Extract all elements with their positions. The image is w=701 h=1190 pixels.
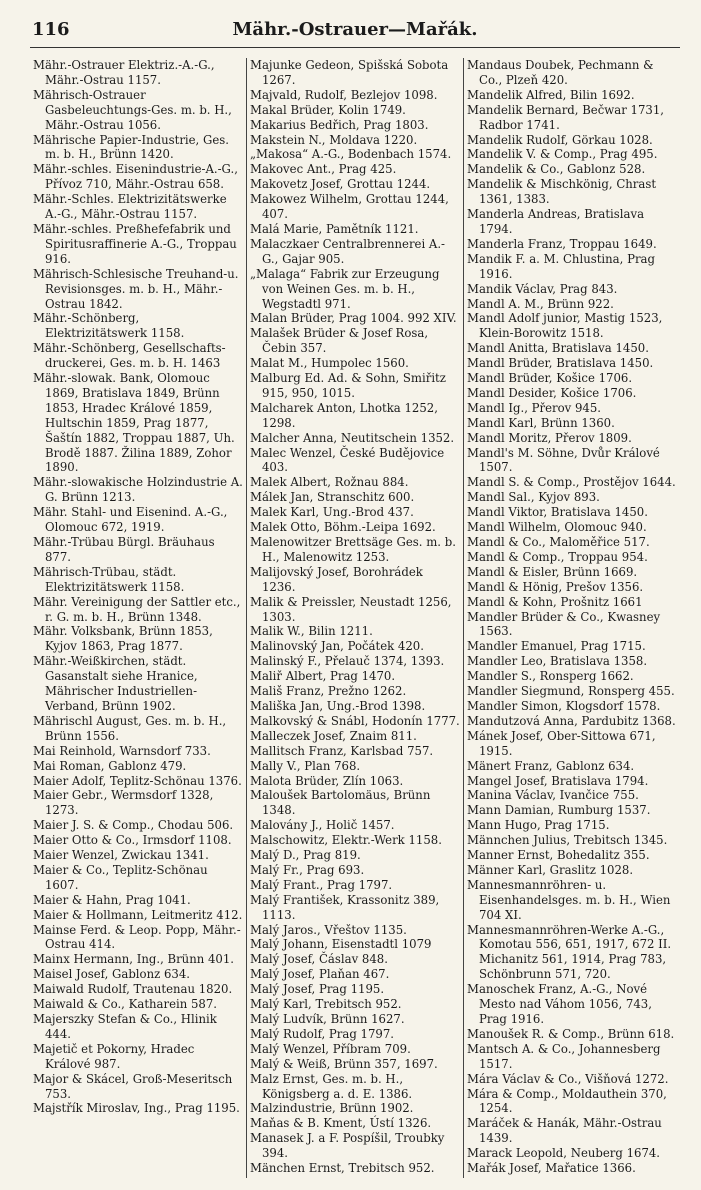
- column-left: [30, 58, 246, 1178]
- directory-entry: Malcher Anna, Neutitschein 1352.: [250, 430, 455, 445]
- column-right: [463, 58, 680, 1178]
- directory-entry: Mähr.-Weißkirchen, städt. Gasanstalt siehe Hranice, Mährischer Industriellen-Verband, Brünn 1902.: [33, 654, 198, 713]
- directory-entry: Makstein N., Moldava 1220.: [250, 132, 418, 147]
- directory-entry: Mandl Wilhelm, Olomouc 940.: [467, 520, 647, 535]
- directory-entry: Maier Adolf, Teplitz-Schönau 1376.: [33, 773, 242, 788]
- directory-entry: Manner Ernst, Bohedalitz 355.: [467, 848, 650, 863]
- directory-entry: Mandl & Eisler, Brünn 1669.: [467, 564, 638, 579]
- directory-entry: Malleczek Josef, Znaim 811.: [250, 728, 417, 743]
- directory-entry: Mandl & Co., Maloměřice 517.: [467, 535, 650, 549]
- directory-entry: Mandl & Kohn, Prošnitz 1661: [467, 594, 643, 609]
- directory-entry: Manoschek Franz, A.-G., Nové Mesto nad Váhom 1056, 743, Prag 1916.: [467, 982, 652, 1026]
- page-heading: Mähr.-Ostrauer—Mařák.: [232, 19, 478, 40]
- directory-entry: Mandl Brüder, Bratislava 1450.: [467, 356, 654, 371]
- directory-entry: Mandelik V. & Comp., Prag 495.: [467, 147, 658, 162]
- directory-entry: Maisel Josef, Gablonz 634.: [33, 967, 190, 982]
- directory-entry: Málek Jan, Stranschitz 600.: [250, 490, 415, 505]
- directory-entry: Malý Josef, Plaňan 467.: [250, 967, 390, 982]
- directory-entry: Maiwald Rudolf, Trautenau 1820.: [33, 982, 233, 997]
- directory-entry: Männchen Julius, Trebitsch 1345.: [467, 833, 668, 848]
- directory-entry: Mandelik & Co., Gablonz 528.: [467, 162, 646, 177]
- directory-entry: Malburg Ed. Ad. & Sohn, Smiřitz 915, 950, 1015.: [250, 371, 446, 400]
- directory-entry: Mähr.-schles. Preßhefefabrik und Spiritusraffinerie A.-G., Troppau 916.: [33, 221, 237, 266]
- directory-entry: Mandl & Hönig, Prešov 1356.: [467, 579, 644, 594]
- directory-entry: Mandl Sal., Kyjov 893.: [467, 490, 600, 505]
- directory-entry: Mandler S., Ronsperg 1662.: [467, 669, 634, 684]
- directory-entry: Maier & Hollmann, Leitmeritz 412.: [33, 907, 243, 922]
- directory-entry: Manderla Andreas, Bratislava 1794.: [467, 207, 645, 236]
- directory-entry: Mandler Siegmund, Ronsperg 455.: [467, 684, 675, 699]
- directory-entry: Mandl Karl, Brünn 1360.: [467, 415, 615, 430]
- directory-entry: Mandelik & Mischkönig, Chrast 1361, 1383.: [467, 177, 657, 207]
- directory-entry: Mališ Franz, Prežno 1262.: [250, 684, 407, 699]
- directory-entry: Malý Josef, Prag 1195.: [250, 982, 385, 997]
- directory-entry: Mandl Brüder, Košice 1706.: [467, 371, 633, 386]
- directory-entry: Mai Reinhold, Warnsdorf 733.: [33, 743, 211, 758]
- directory-entry: Mališka Jan, Ung.-Brod 1398.: [250, 698, 426, 713]
- directory-entry: Malý Fr., Prag 693.: [250, 862, 365, 877]
- directory-entry: Mally V., Plan 768.: [250, 758, 361, 773]
- directory-entry: Mann Damian, Rumburg 1537.: [467, 803, 651, 818]
- directory-entry: Malinovský Jan, Počátek 420.: [250, 639, 424, 654]
- directory-entry: Malijovský Josef, Borohrádek 1236.: [250, 564, 423, 594]
- directory-entry: Malý František, Krassonitz 389, 1113.: [250, 892, 440, 922]
- directory-entry: Malzindustrie, Brünn 1902.: [250, 1101, 414, 1116]
- directory-entry: Majvald, Rudolf, Bezlejov 1098.: [250, 87, 438, 102]
- directory-entry: Malý Ludvík, Brünn 1627.: [250, 1012, 405, 1026]
- directory-entry: Mandl & Comp., Troppau 954.: [467, 549, 648, 564]
- page-number: 116: [32, 19, 70, 40]
- directory-entry: Mandelik Rudolf, Görkau 1028.: [467, 132, 653, 147]
- directory-entry: Mandler Emanuel, Prag 1715.: [467, 639, 646, 654]
- column-middle: [246, 58, 463, 1178]
- directory-entry: Malý Jaros., Vřeštov 1135.: [250, 922, 407, 937]
- directory-entry: Mandelik Bernard, Bečwar 1731, Radbor 1741.: [467, 102, 665, 132]
- directory-entry: Mährisch-Ostrauer Gasbeleuchtungs-Ges. m. b. H., Mähr.-Ostrau 1056.: [33, 87, 232, 132]
- directory-entry: Mähr.-Ostrauer Elektriz.-A.-G., Mähr.-Ostrau 1157.: [33, 58, 215, 87]
- directory-entry: Maier Gebr., Wermsdorf 1328, 1273.: [33, 788, 214, 818]
- directory-entry: Mänert Franz, Gablonz 634.: [467, 758, 635, 773]
- directory-entry: Malota Brüder, Zlín 1063.: [250, 773, 404, 788]
- directory-entry: Maňas & B. Kment, Ústí 1326.: [250, 1116, 432, 1131]
- directory-entry: Mandutzová Anna, Pardubitz 1368.: [467, 713, 676, 728]
- directory-entry: Malat M., Humpolec 1560.: [250, 356, 409, 371]
- directory-entry: Mandl Adolf junior, Mastig 1523, Klein-Borowitz 1518.: [467, 311, 663, 341]
- directory-entry: Majerszky Stefan & Co., Hlinik 444.: [33, 1012, 217, 1041]
- directory-entry: Malinský F., Přelauč 1374, 1393.: [250, 654, 445, 669]
- directory-entry: Malašek Brüder & Josef Rosa, Čebin 357.: [250, 326, 429, 356]
- directory-entry: „Makosa“ A.-G., Bodenbach 1574.: [250, 147, 452, 162]
- directory-entry: Mandl A. M., Brünn 922.: [467, 296, 614, 311]
- directory-entry: Malaczkaer Centralbrennerei A.-G., Gajar 905.: [250, 236, 446, 266]
- directory-columns: [30, 58, 680, 1178]
- directory-entry: Mährisch-Schlesische Treuhand-u. Revisionsges. m. b. H., Mähr.-Ostrau 1842.: [33, 266, 239, 311]
- directory-entry: Mára & Comp., Moldauthein 370, 1254.: [467, 1086, 667, 1116]
- directory-entry: Maier Otto & Co., Irmsdorf 1108.: [33, 833, 232, 848]
- directory-entry: Makowez Wilhelm, Grottau 1244, 407.: [250, 192, 449, 222]
- directory-entry: Malik & Preissler, Neustadt 1256, 1303.: [250, 594, 452, 624]
- directory-entry: Mähr.-Schles. Elektrizitätswerke A.-G., Mähr.-Ostrau 1157.: [33, 192, 227, 222]
- directory-entry: Mandler Leo, Bratislava 1358.: [467, 654, 648, 669]
- directory-entry: Makarius Bedřich, Prag 1803.: [250, 117, 429, 132]
- directory-entry: Malý D., Prag 819.: [250, 848, 361, 863]
- directory-entry: Malý Wenzel, Příbram 709.: [250, 1041, 411, 1056]
- directory-entry: Malá Marie, Pamětník 1121.: [250, 221, 419, 236]
- directory-entry: Mandik F. a. M. Chlustina, Prag 1916.: [467, 251, 655, 281]
- directory-entry: Mantsch A. & Co., Johannesberg 1517.: [467, 1041, 661, 1071]
- directory-entry: Mánek Josef, Ober-Sittowa 671, 1915.: [467, 728, 656, 758]
- directory-entry: Majstřík Miroslav, Ing., Prag 1195.: [33, 1101, 240, 1116]
- directory-entry: Maier Wenzel, Zwickau 1341.: [33, 848, 209, 863]
- directory-entry: Mähr. Stahl- und Eisenind. A.-G., Olomouc 672, 1919.: [33, 505, 228, 535]
- directory-entry: Mandl Moritz, Přerov 1809.: [467, 430, 632, 445]
- directory-entry: Mařák Josef, Mařatice 1366.: [467, 1161, 636, 1176]
- directory-entry: Mähr.-schles. Eisenindustrie-A.-G., Přívoz 710, Mähr.-Ostrau 658.: [33, 162, 238, 192]
- directory-entry: Malik W., Bilin 1211.: [250, 624, 373, 639]
- directory-entry: Maier & Co., Teplitz-Schönau 1607.: [33, 862, 208, 892]
- directory-entry: Mandl's M. Söhne, Dvůr Králové 1507.: [467, 445, 660, 475]
- directory-entry: Mährische Papier-Industrie, Ges. m. b. H., Brünn 1420.: [33, 132, 229, 162]
- directory-entry: Mann Hugo, Prag 1715.: [467, 818, 610, 833]
- directory-entry: Mandl Ig., Přerov 945.: [467, 400, 601, 415]
- directory-entry: Männer Karl, Graslitz 1028.: [467, 862, 634, 877]
- directory-entry: Mähr. Vereinigung der Sattler etc., r. G. m. b. H., Brünn 1348.: [33, 594, 241, 624]
- directory-entry: Maiwald & Co., Katharein 587.: [33, 997, 218, 1012]
- directory-entry: Mandl Anitta, Bratislava 1450.: [467, 341, 649, 356]
- directory-entry: Mandelik Alfred, Bilin 1692.: [467, 87, 635, 102]
- directory-entry: Mähr.-Trübau Bürgl. Bräuhaus 877.: [33, 535, 215, 564]
- directory-entry: Mandik Václav, Prag 843.: [467, 281, 618, 296]
- directory-entry: Maráček & Hanák, Mähr.-Ostrau 1439.: [467, 1116, 662, 1146]
- directory-entry: Mai Roman, Gablonz 479.: [33, 758, 187, 773]
- directory-entry: Mandler Simon, Klogsdorf 1578.: [467, 698, 661, 713]
- directory-entry: Malz Ernst, Ges. m. b. H., Königsberg a. d. E. 1386.: [250, 1071, 413, 1101]
- directory-entry: Marack Leopold, Neuberg 1674.: [467, 1146, 661, 1161]
- directory-entry: Mähr.-Schönberg, Elektrizitätswerk 1158.: [33, 311, 185, 341]
- directory-entry: Malý Frant., Prag 1797.: [250, 877, 393, 892]
- directory-entry: Malý & Weiß, Brünn 357, 1697.: [250, 1056, 438, 1071]
- directory-entry: Malek Karl, Ung.-Brod 437.: [250, 505, 414, 520]
- directory-entry: Mähr. Volksbank, Brünn 1853, Kyjov 1863, Prag 1877.: [33, 624, 213, 654]
- directory-entry: Mandaus Doubek, Pechmann & Co., Plzeň 420.: [467, 58, 654, 87]
- directory-entry: Mandl Viktor, Bratislava 1450.: [467, 505, 648, 520]
- directory-entry: Mähr.-slowak. Bank, Olomouc 1869, Bratislava 1849, Brünn 1853, Hradec Králové 1859, Hultschin 1859, Prag 1877, Šaštín 1882, Troppau 1887, Uh. Brodě 1887. Žilina 1889, Zohor 1890.: [33, 371, 235, 475]
- directory-entry: Mandl Desider, Košice 1706.: [467, 385, 637, 400]
- directory-entry: Mährischl August, Ges. m. b. H., Brünn 1556.: [33, 713, 227, 743]
- directory-entry: Malý Josef, Čáslav 848.: [250, 952, 388, 967]
- directory-entry: Malkovský & Snábl, Hodonín 1777.: [250, 713, 460, 728]
- directory-entry: Mähr.-Schönberg, Gesellschafts-druckerei, Ges. m. b. H. 1463: [33, 341, 226, 371]
- directory-entry: Mainse Ferd. & Leop. Popp, Mähr.-Ostrau 414.: [33, 922, 241, 952]
- directory-entry: Malec Wenzel, České Budějovice 403.: [250, 445, 445, 475]
- directory-entry: Mährisch-Trübau, städt. Elektrizitätswerk 1158.: [33, 564, 185, 594]
- directory-entry: Makal Brüder, Kolin 1749.: [250, 102, 406, 117]
- directory-entry: Malý Karl, Trebitsch 952.: [250, 997, 402, 1012]
- directory-entry: Mänchen Ernst, Trebitsch 952.: [250, 1161, 435, 1176]
- directory-entry: Malovány J., Holič 1457.: [250, 818, 395, 833]
- directory-entry: Maloušek Bartolomäus, Brünn 1348.: [250, 788, 431, 818]
- directory-entry: Makovec Ant., Prag 425.: [250, 162, 397, 177]
- directory-entry: Mainx Hermann, Ing., Brünn 401.: [33, 952, 235, 967]
- directory-entry: Manasek J. a F. Pospíšil, Troubky 394.: [250, 1131, 445, 1161]
- directory-entry: Malý Rudolf, Prag 1797.: [250, 1026, 394, 1041]
- directory-entry: Maliř Albert, Prag 1470.: [250, 669, 396, 684]
- directory-entry: Malcharek Anton, Lhotka 1252, 1298.: [250, 400, 438, 430]
- page-header: [30, 15, 680, 48]
- directory-entry: Manoušek R. & Comp., Brünn 618.: [467, 1026, 675, 1041]
- directory-entry: Mannesmannröhren- u. Eisenhandelsges. m. b. H., Wien 704 XI.: [467, 877, 671, 922]
- directory-entry: Malan Brüder, Prag 1004. 992 XIV.: [250, 311, 457, 326]
- directory-entry: Manina Václav, Ivančice 755.: [467, 788, 639, 803]
- directory-entry: Mára Václav & Co., Višňová 1272.: [467, 1071, 669, 1086]
- directory-entry: Malschowitz, Elektr.-Werk 1158.: [250, 833, 442, 848]
- directory-entry: Mangel Josef, Bratislava 1794.: [467, 773, 649, 788]
- directory-entry: Manderla Franz, Troppau 1649.: [467, 236, 657, 251]
- directory-entry: Makovetz Josef, Grottau 1244.: [250, 177, 431, 192]
- directory-entry: Malenowitzer Brettsäge Ges. m. b. H., Malenowitz 1253.: [250, 535, 456, 564]
- directory-entry: Majunke Gedeon, Spišská Sobota 1267.: [250, 58, 449, 87]
- directory-entry: „Malaga“ Fabrik zur Erzeugung von Weinen Ges. m. b. H., Wegstadtl 971.: [250, 266, 440, 311]
- directory-entry: Major & Skácel, Groß-Meseritsch 753.: [33, 1071, 233, 1101]
- directory-entry: Maier J. S. & Comp., Chodau 506.: [33, 818, 234, 833]
- directory-entry: Malek Albert, Rožnau 884.: [250, 475, 409, 490]
- directory-entry: Mandler Brüder & Co., Kwasney 1563.: [467, 609, 661, 639]
- directory-entry: Majetič et Pokorny, Hradec Králové 987.: [33, 1041, 195, 1071]
- directory-entry: Malý Johann, Eisenstadtl 1079: [250, 937, 432, 952]
- directory-entry: Mallitsch Franz, Karlsbad 757.: [250, 743, 434, 758]
- directory-entry: Mähr.-slowakische Holzindustrie A. G. Brünn 1213.: [33, 475, 243, 505]
- directory-entry: Maier & Hahn, Prag 1041.: [33, 892, 191, 907]
- directory-entry: Malek Otto, Böhm.-Leipa 1692.: [250, 520, 436, 535]
- directory-entry: Mannesmannröhren-Werke A.-G., Komotau 556, 651, 1917, 672 II. Michanitz 561, 1914, Prag 783, Schönbrunn 571, 720.: [467, 922, 672, 982]
- directory-entry: Mandl S. & Comp., Prostějov 1644.: [467, 475, 676, 490]
